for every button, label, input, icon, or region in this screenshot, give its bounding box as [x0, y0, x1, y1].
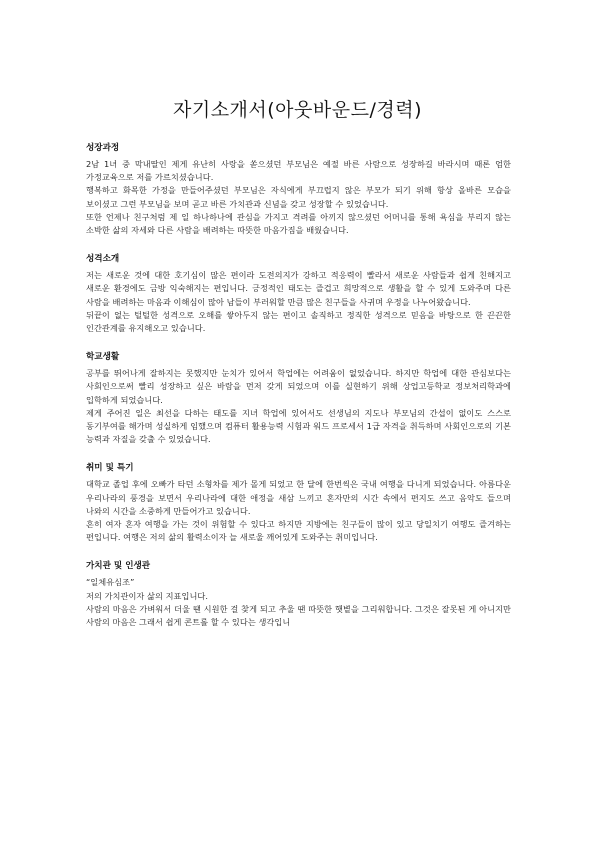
paragraph: 흔히 여자 혼자 여행을 가는 것이 위험할 수 있다고 하지만 지방에는 친구들이 많이 있고 당일치기 여행도 즐겨하는 편입니다. 여행은 저의 삶의 활력소이자 늘 새로울 깨어있게 도와주는 취미입니다.	[86, 519, 511, 543]
paragraph: 대학교 졸업 후에 오빠가 타던 소형차를 제가 몰게 되었고 한 달에 한번씩은 국내 여행을 다니게 되었습니다. 아름다운 우리나라의 풍경을 보면서 우리나라에 대한 애정을 새삼 느끼고 혼자만의 시간 속에서 편지도 쓰고 음악도 들으며 나와의 시간을 소중하게 만들어가고 있습니다.	[86, 479, 511, 516]
section-heading: 성격소개	[86, 254, 120, 265]
document-body	[86, 142, 511, 645]
paragraph: 저는 새로운 것에 대한 호기심이 많은 편이라 도전의지가 강하고 적응력이 빨라서 새로운 사람들과 쉽게 친해지고 새로운 환경에도 금방 익숙해지는 편입니다. 긍정적인 태도는 즐겁고 희망적으로 생활을 할 수 있게 도와주며 다른 사람을 배려하는 마음과 이해심이 많아 남들이 부러워할 만큼 많은 친구들을 사귀며 우정을 나누어왔습니다.	[86, 270, 511, 307]
paragraph: 2남 1녀 중 막내딸인 제게 유난히 사랑을 쏟으셨던 부모님은 예절 바른 사람으로 성장하길 바라시며 때론 엄한 가정교육으로 저를 가르치셨습니다.	[86, 159, 511, 183]
paragraph: 저의 가치관이자 삶의 지표입니다.	[86, 590, 209, 601]
section-values	[86, 560, 511, 629]
section-heading: 성장과정	[86, 143, 120, 153]
paragraph: 공부를 뛰어나게 잘하지는 못했지만 눈치가 있어서 학업에는 어려움이 없었습니다. 하지만 학업에 대한 관심보다는 사회인으로써 빨리 성장하고 싶은 바람을 먼저 갖게 되었으며 이를 실현하기 위해 상업고등학교 정보처리학과에 입학하게 되었습니다.	[86, 368, 511, 405]
paragraph: “일체유심조”	[86, 577, 135, 588]
section-personality	[86, 253, 511, 335]
paragraph: 제게 주어진 일은 최선을 다하는 태도를 지녀 학업에 있어서도 선생님의 지도나 부모님의 간섭이 없이도 스스로 동기부여를 해가며 성실하게 임했으며 컴퓨터 활용능력 시험과 워드 프로세서 1급 자격을 취득하며 사회인으로의 기본 능력과 자질을 갖출 수 있었습니다.	[86, 407, 511, 445]
paragraph: 또한 언제나 친구처럼 제 일 하나하나에 관심을 가지고 격려를 아끼지 않으셨던 어머니를 통해 욕심을 부리지 않는 소박한 삶의 자세와 다른 사람을 배려하는 따뜻한 마음가짐을 배웠습니다.	[86, 211, 511, 236]
section-hobbies	[86, 462, 511, 544]
section-heading: 취미 및 특기	[86, 463, 134, 474]
paragraph: 뒤끝이 없는 털털한 성격으로 오해를 쌓아두지 않는 편이고 솔직하고 정직한 성격으로 믿음을 바탕으로 한 끈끈한 인간관계를 유지해오고 있습니다.	[86, 309, 511, 334]
paragraph: 사람의 마음은 가벼워서 더울 땐 시원한 걸 찾게 되고 추울 땐 따뜻한 햇볕을 그리워합니다. 그것은 잘못된 게 아니지만 사람의 마음은 그래서 쉽게 콘트롤 할 수 있다는 생각입니	[86, 603, 511, 628]
section-growth	[86, 142, 511, 237]
paragraph: 행복하고 화목한 가정을 만들어주셨던 부모님은 자식에게 부끄럽지 않은 부모가 되기 위해 항상 올바른 모습을 보이셨고 그런 부모님을 보며 곧고 바른 가치관과 신념을 갖고 성장할 수 있었습니다.	[86, 185, 511, 209]
document-title: 자기소개서(아웃바운드/경력)	[173, 99, 422, 121]
section-heading: 가치관 및 인생관	[86, 561, 151, 572]
section-heading: 학교생활	[86, 352, 120, 363]
section-school-life	[86, 351, 511, 446]
